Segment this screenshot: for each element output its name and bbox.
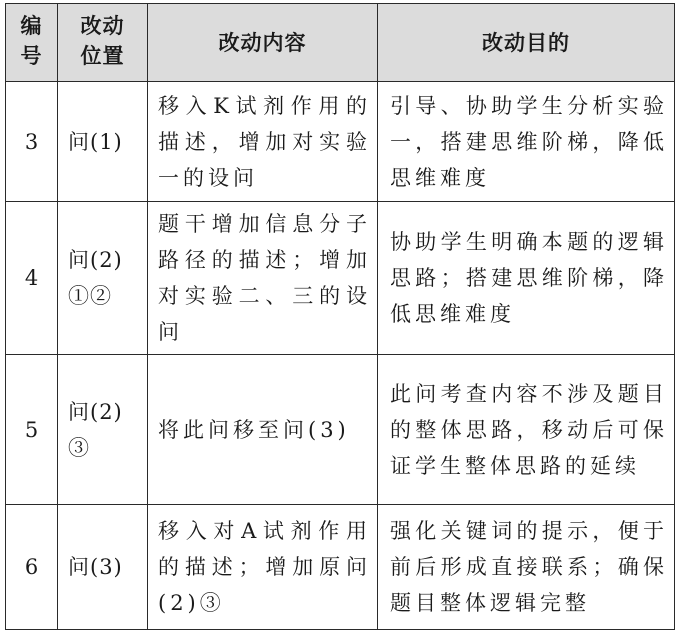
header-position: 改动位置 xyxy=(58,4,148,82)
header-number: 编号 xyxy=(6,4,58,82)
table-row xyxy=(6,82,675,202)
row-number: 6 xyxy=(6,505,58,630)
row-purpose: 协助学生明确本题的逻辑思路；搭建思维阶梯，降低思维难度 xyxy=(378,202,675,355)
table-row xyxy=(6,355,675,505)
header-content: 改动内容 xyxy=(148,4,378,82)
header-purpose: 改动目的 xyxy=(378,4,675,82)
row-purpose: 强化关键词的提示，便于前后形成直接联系；确保题目整体逻辑完整 xyxy=(378,505,675,630)
change-table xyxy=(5,3,675,630)
row-position: 问(2)①② xyxy=(58,202,148,355)
row-purpose: 此问考查内容不涉及题目的整体思路，移动后可保证学生整体思路的延续 xyxy=(378,355,675,505)
table-row xyxy=(6,505,675,630)
row-number: 4 xyxy=(6,202,58,355)
row-content: 将此问移至问(3) xyxy=(148,355,378,505)
row-position: 问(3) xyxy=(58,505,148,630)
row-number: 5 xyxy=(6,355,58,505)
table-header-row xyxy=(6,4,675,82)
row-number: 3 xyxy=(6,82,58,202)
row-content: 题干增加信息分子路径的描述；增加对实验二、三的设问 xyxy=(148,202,378,355)
table-row xyxy=(6,202,675,355)
row-purpose: 引导、协助学生分析实验一，搭建思维阶梯，降低思维难度 xyxy=(378,82,675,202)
change-table-container xyxy=(5,3,675,628)
row-content: 移入K试剂作用的描述，增加对实验一的设问 xyxy=(148,82,378,202)
row-content: 移入对A试剂作用的描述；增加原问(2)③ xyxy=(148,505,378,630)
row-position: 问(1) xyxy=(58,82,148,202)
row-position: 问(2)③ xyxy=(58,355,148,505)
